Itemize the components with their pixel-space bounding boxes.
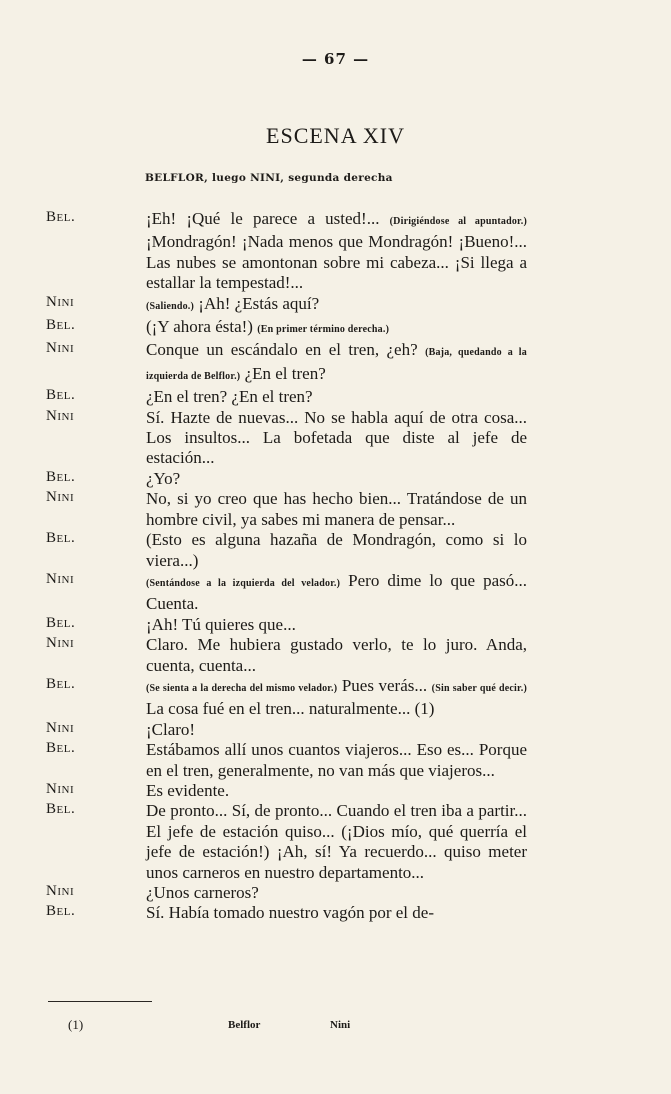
speaker-name: Bel. xyxy=(46,740,76,757)
speaker-name: Bel. xyxy=(46,468,76,485)
speaker-name: Bel. xyxy=(46,530,76,547)
spoken-line: No, si yo creo que has hecho bien... Tratándose de un hombre civil, ya sabes mi manera de pensar... xyxy=(146,489,527,529)
speaker-name: Nini xyxy=(46,407,75,424)
speaker-name: Bel. xyxy=(46,317,76,334)
dialogue-entry xyxy=(0,571,671,615)
dialogue-text xyxy=(146,317,527,340)
dialogue-entry xyxy=(0,469,671,489)
speaker-name: Bel. xyxy=(46,614,76,631)
speaker-name: Bel. xyxy=(46,209,76,225)
dialogue-entry xyxy=(0,408,671,469)
spoken-line: ¡Ah! ¿Estás aquí? xyxy=(194,293,320,313)
dialogue-entry xyxy=(0,530,671,571)
dialogue-entry xyxy=(0,317,671,340)
stage-direction: (Sin saber qué decir.) xyxy=(431,682,527,694)
dialogue-text xyxy=(146,340,527,387)
footnote-mark: (1) xyxy=(68,1017,84,1032)
dialogue-text xyxy=(146,489,527,530)
spoken-line: ¡Ah! Tú quieres que... xyxy=(146,614,296,634)
speaker-name: Bel. xyxy=(46,387,76,404)
dialogue-entry xyxy=(0,903,671,923)
dialogue-text xyxy=(146,740,527,781)
scene-title: ESCENA XIV xyxy=(266,123,405,148)
dialogue-entry xyxy=(0,615,671,635)
stage-direction: (Se sienta a la derecha del mismo velador.) xyxy=(146,682,338,694)
spoken-line: ¡Eh! ¡Qué le parece a usted!... xyxy=(146,209,390,228)
dialogue-text xyxy=(146,571,527,615)
dialogue-text xyxy=(146,294,527,317)
footnote-divider xyxy=(48,1001,152,1002)
dialogue-text xyxy=(146,801,527,883)
dialogue-entry xyxy=(0,883,671,903)
spoken-line: ¿En el tren? xyxy=(240,363,326,383)
dialogue-entry xyxy=(0,801,671,883)
speaker-name: Nini xyxy=(46,489,75,506)
spoken-line: (Esto es alguna hazaña de Mondragón, como si lo viera...) xyxy=(146,530,527,570)
dialogue-text xyxy=(146,903,527,923)
dialogue-text xyxy=(146,781,527,801)
spoken-line: Pero dime lo que pasó... Cuenta. xyxy=(146,570,527,614)
dialogue-text xyxy=(146,408,527,469)
stage-direction: (Saliendo.) xyxy=(146,300,195,312)
spoken-line: ¿Unos carneros? xyxy=(146,883,259,902)
page-number: — 67 — xyxy=(301,50,370,68)
dialogue-entry xyxy=(0,781,671,801)
spoken-line: Sí. Había tomado nuestro vagón por el de- xyxy=(146,903,434,923)
speaker-name: Bel. xyxy=(46,801,76,818)
footnote-right-label: Nini xyxy=(330,1019,351,1031)
dialogue-entry xyxy=(0,720,671,740)
speaker-name: Nini xyxy=(46,293,75,310)
spoken-line: Es evidente. xyxy=(146,780,230,800)
dialogue-entry xyxy=(0,635,671,676)
dialogue-entry xyxy=(0,209,671,294)
footnote-left-label: Belflor xyxy=(228,1019,261,1031)
stage-direction: (Sentándose a la izquierda del velador.) xyxy=(146,577,341,589)
dialogue-text xyxy=(146,635,527,676)
speaker-name: Nini xyxy=(46,340,75,357)
dialogue xyxy=(0,209,671,924)
spoken-line: Conque un escándalo en el tren, ¿eh? xyxy=(146,340,426,360)
dialogue-text xyxy=(146,615,527,635)
spoken-line: ¿En el tren? ¿En el tren? xyxy=(146,387,313,407)
dialogue-text xyxy=(146,530,527,571)
spoken-line: La cosa fué en el tren... naturalmente... (1) xyxy=(146,699,435,719)
dialogue-entry xyxy=(0,340,671,387)
scene-subtitle: BELFLOR, luego NINI, segunda derecha xyxy=(145,172,393,184)
spoken-line: (¡Y ahora ésta!) xyxy=(146,317,258,337)
dialogue-entry xyxy=(0,676,671,720)
dialogue-text xyxy=(146,883,527,903)
dialogue-text xyxy=(146,387,527,407)
spoken-line: ¿Yo? xyxy=(146,468,181,488)
dialogue-text xyxy=(146,720,527,740)
spoken-line: Estábamos allí unos cuantos viajeros... Eso es... Porque en el tren, generalmente, no van más que viajeros... xyxy=(146,740,527,780)
spoken-line: ¡Mondragón! ¡Nada menos que Mondragón! ¡Bueno!... Las nubes se amontonan sobre mi cabeza... ¡Si llega a estallar la tempestad!... xyxy=(146,232,527,293)
spoken-line: ¡Claro! xyxy=(146,719,196,739)
stage-direction: (Baja, quedando a la izquierda de Belflor.) xyxy=(146,347,527,382)
dialogue-entry xyxy=(0,740,671,781)
speaker-name: Nini xyxy=(46,883,75,899)
dialogue-text xyxy=(146,469,527,489)
spoken-line: Pues verás... xyxy=(337,675,432,695)
dialogue-text xyxy=(146,676,527,720)
spoken-line: De pronto... Sí, de pronto... Cuando el tren iba a partir... El jefe de estación quiso... (¡Dios mío, qué querría el jefe de estación!) ¡Ah, sí! Ya recuerdo... quiso meter unos carneros en nuestro departamento... xyxy=(146,801,527,882)
dialogue-entry xyxy=(0,489,671,530)
dialogue-entry xyxy=(0,294,671,317)
dialogue-entry xyxy=(0,387,671,407)
speaker-name: Nini xyxy=(46,780,75,797)
stage-direction: (Dirigiéndose al apuntador.) xyxy=(389,216,527,227)
stage-direction: (En primer término derecha.) xyxy=(257,324,390,336)
speaker-name: Nini xyxy=(46,719,75,736)
speaker-name: Bel. xyxy=(46,675,76,692)
speaker-name: Bel. xyxy=(46,903,76,920)
spoken-line: Claro. Me hubiera gustado verlo, te lo juro. Anda, cuenta, cuenta... xyxy=(146,635,527,675)
speaker-name: Nini xyxy=(46,570,75,587)
dialogue-text xyxy=(146,209,527,294)
spoken-line: Sí. Hazte de nuevas... No se habla aquí de otra cosa... Los insultos... La bofetada que diste al jefe de estación... xyxy=(146,407,527,468)
speaker-name: Nini xyxy=(46,635,75,652)
